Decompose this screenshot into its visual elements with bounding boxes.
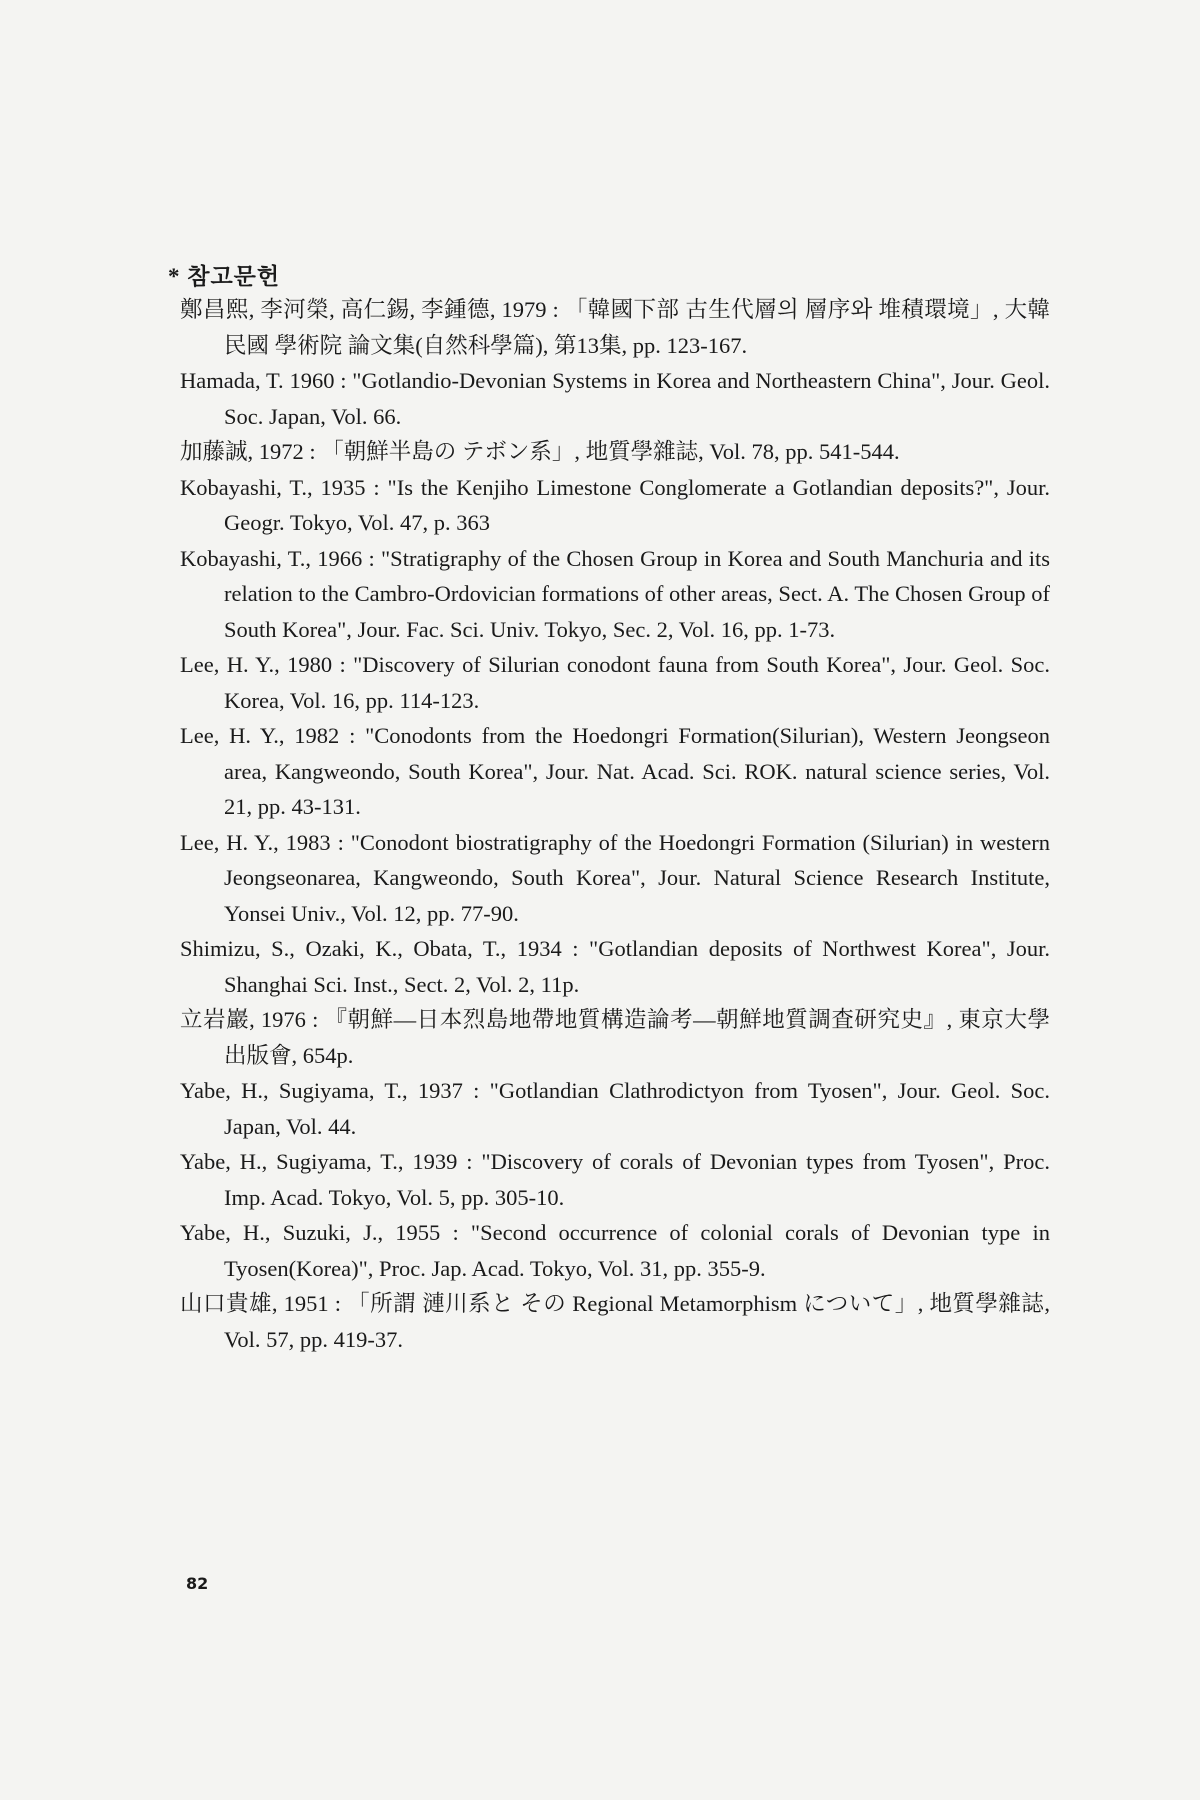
page-number: 82 bbox=[186, 1574, 209, 1593]
reference-entry: Yabe, H., Sugiyama, T., 1939 : "Discovery of corals of Devonian types from Tyosen", Proc. Imp. Acad. Tokyo, Vol. 5, pp. 305-10. bbox=[180, 1149, 1050, 1210]
reference-entry: 鄭昌熙, 李河榮, 高仁錫, 李鍾德, 1979 : 「韓國下部 古生代層의 層序와 堆積環境」, 大韓民國 學術院 論文集(自然科學篇), 第13集, pp. 123-167. bbox=[180, 297, 1050, 358]
reference-entry: Yabe, H., Sugiyama, T., 1937 : "Gotlandian Clathrodictyon from Tyosen", Jour. Geol. Soc. Japan, Vol. 44. bbox=[180, 1078, 1050, 1139]
reference-entry: Kobayashi, T., 1966 : "Stratigraphy of the Chosen Group in Korea and South Manchuria and its relation to the Cambro-Ordovician formations of other areas, Sect. A. The Chosen Group of South Korea", Jour. Fac. Sci. Univ. Tokyo, Sec. 2, Vol. 16, pp. 1-73. bbox=[180, 545, 1050, 642]
reference-entry: Lee, H. Y., 1980 : "Discovery of Silurian conodont fauna from South Korea", Jour. Geol. Soc. Korea, Vol. 16, pp. 114-123. bbox=[180, 652, 1050, 713]
reference-entry: 加藤誠, 1972 : 「朝鮮半島の テボン系」, 地質學雜誌, Vol. 78, pp. 541-544. bbox=[180, 439, 900, 464]
reference-entry: Hamada, T. 1960 : "Gotlandio-Devonian Systems in Korea and Northeastern China", Jour. Geol. Soc. Japan, Vol. 66. bbox=[180, 368, 1050, 429]
reference-entry: 山口貴雄, 1951 : 「所謂 漣川系と その Regional Metamorphism について」, 地質學雜誌, Vol. 57, pp. 419-37. bbox=[180, 1291, 1050, 1352]
reference-list bbox=[180, 292, 1050, 1357]
reference-entry: Shimizu, S., Ozaki, K., Obata, T., 1934 : "Gotlandian deposits of Northwest Korea", Jour. Shanghai Sci. Inst., Sect. 2, Vol. 2, 11p. bbox=[180, 936, 1050, 997]
reference-entry: 立岩巖, 1976 : 『朝鮮—日本烈島地帶地質構造論考—朝鮮地質調査研究史』, 東京大學 出版會, 654p. bbox=[180, 1007, 1050, 1068]
references-heading: * 참고문헌 bbox=[168, 264, 281, 289]
reference-entry: Yabe, H., Suzuki, J., 1955 : "Second occurrence of colonial corals of Devonian type in Tyosen(Korea)", Proc. Jap. Acad. Tokyo, Vol. 31, pp. 355-9. bbox=[180, 1220, 1050, 1281]
reference-entry: Lee, H. Y., 1982 : "Conodonts from the Hoedongri Formation(Silurian), Western Jeongseon area, Kangweondo, South Korea", Jour. Nat. Acad. Sci. ROK. natural science series, Vol. 21, pp. 43-131. bbox=[180, 723, 1050, 819]
reference-entry: Lee, H. Y., 1983 : "Conodont biostratigraphy of the Hoedongri Formation (Silurian) in western Jeongseonarea, Kangweondo, South Korea", Jour. Natural Science Research Institute, Yonsei Univ., Vol. 12, pp. 77-90. bbox=[180, 829, 1050, 926]
reference-entry: Kobayashi, T., 1935 : "Is the Kenjiho Limestone Conglomerate a Gotlandian deposits?", Jour. Geogr. Tokyo, Vol. 47, p. 363 bbox=[180, 474, 1050, 535]
